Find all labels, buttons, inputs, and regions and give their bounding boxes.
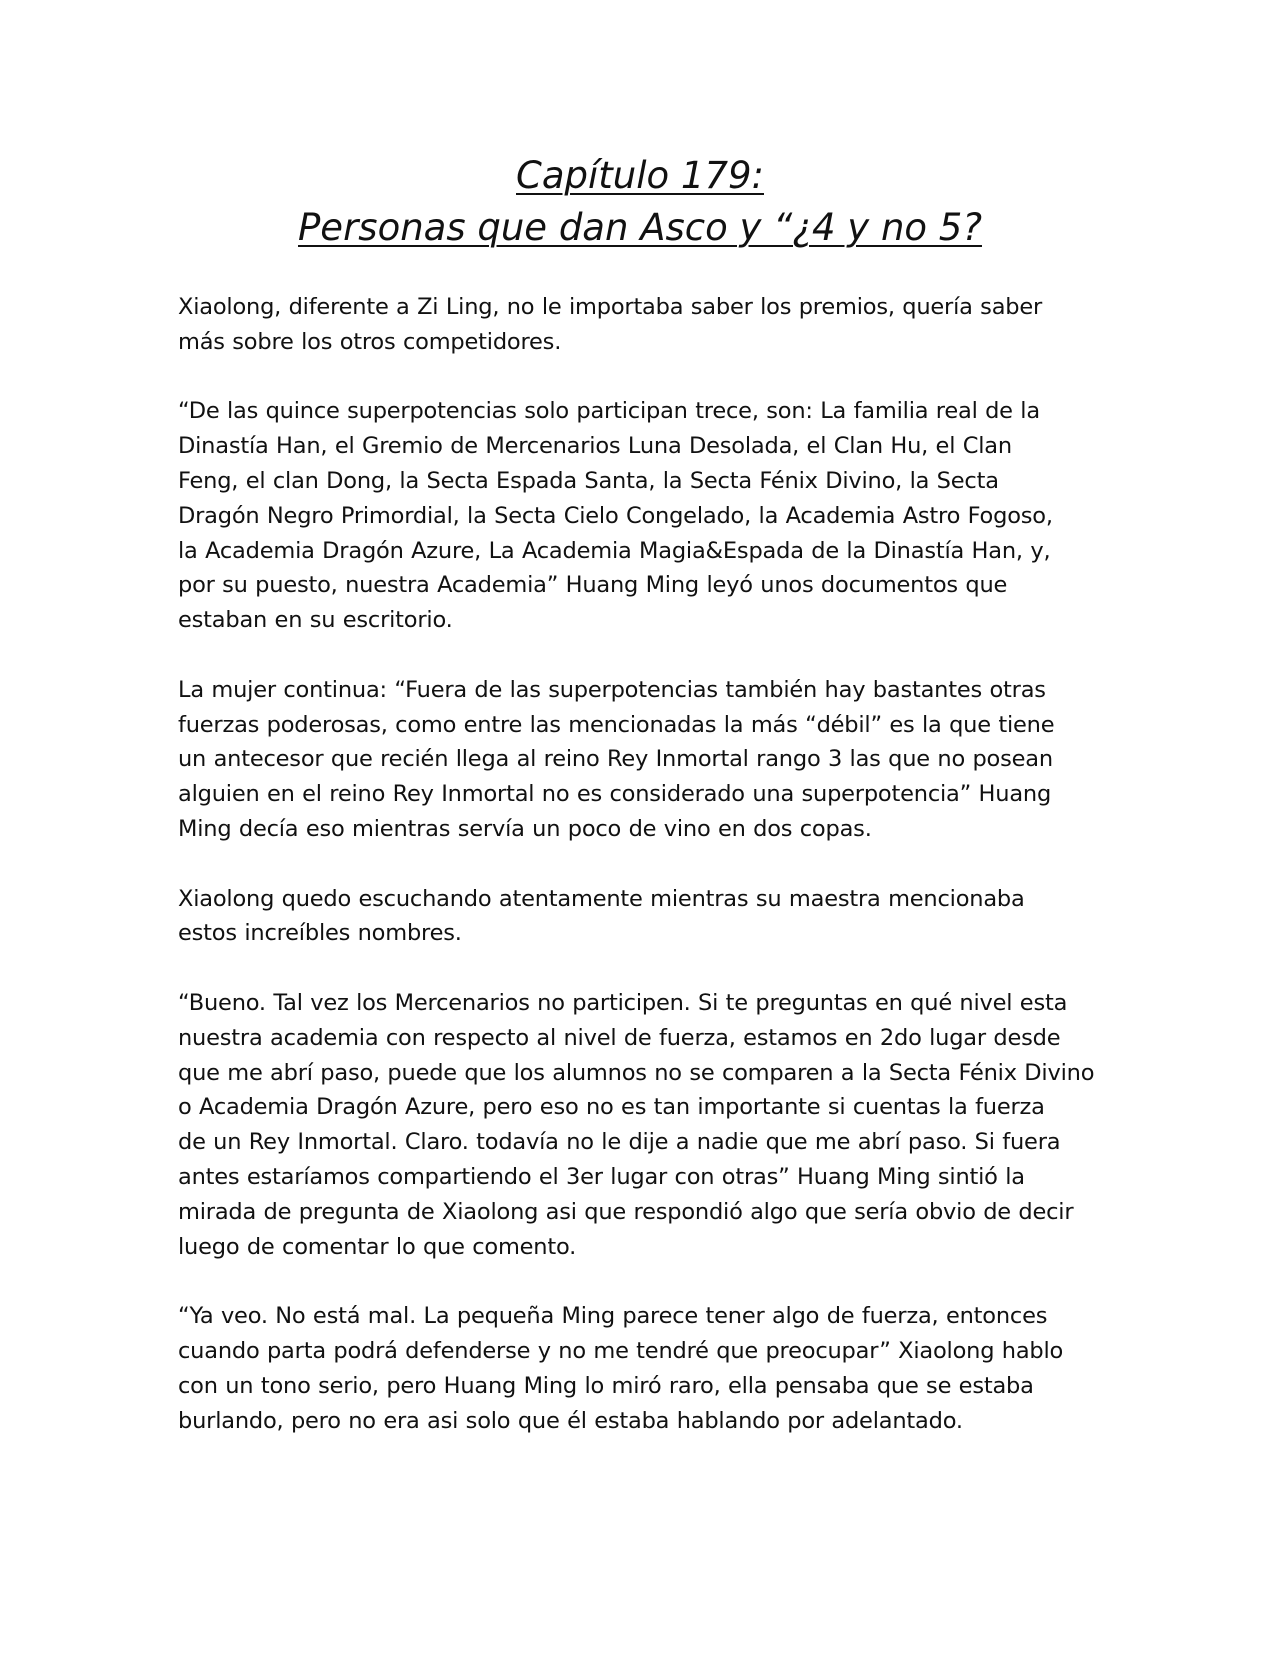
text-line: Ming decía eso mientras servía un poco de vino en dos copas. [178, 815, 872, 842]
paragraph-3 [178, 673, 1118, 847]
text-line: luego de comentar lo que comento. [178, 1233, 577, 1260]
text-line: La mujer continua: “Fuera de las superpotencias también hay bastantes otras [178, 676, 1046, 703]
text-line: estos increíbles nombres. [178, 920, 462, 947]
text-line: alguien en el reino Rey Inmortal no es considerado una superpotencia” Huang [178, 781, 1052, 808]
paragraph-4 [178, 882, 1118, 952]
chapter-subtitle-heading: Personas que dan Asco y “¿4 y no 5? [298, 206, 982, 249]
paragraph-6 [178, 1299, 1118, 1438]
text-line: un antecesor que recién llega al reino Rey Inmortal rango 3 las que no posean [178, 746, 1053, 773]
chapter-number-heading: Capítulo 179: [516, 154, 764, 197]
text-line: por su puesto, nuestra Academia” Huang Ming leyó unos documentos que [178, 572, 1008, 599]
text-line: Xiaolong, diferente a Zi Ling, no le importaba saber los premios, quería saber [178, 294, 1043, 320]
text-line: con un tono serio, pero Huang Ming lo miró raro, ella pensaba que se estaba [178, 1372, 1034, 1399]
chapter-body [178, 290, 1118, 1473]
paragraph-2 [178, 394, 1118, 638]
text-line: Xiaolong quedo escuchando atentamente mientras su maestra mencionaba [178, 885, 1025, 912]
text-line: “Bueno. Tal vez los Mercenarios no participen. Si te preguntas en qué nivel esta [178, 989, 1068, 1016]
text-line: de un Rey Inmortal. Claro. todavía no le dije a nadie que me abrí paso. Si fuera [178, 1129, 1061, 1156]
text-line: estaban en su escritorio. [178, 607, 453, 634]
text-line: que me abrí paso, puede que los alumnos no se comparen a la Secta Fénix Divino [178, 1059, 1095, 1086]
text-line: o Academia Dragón Azure, pero eso no es tan importante si cuentas la fuerza [178, 1094, 1045, 1121]
text-line: burlando, pero no era asi solo que él estaba hablando por adelantado. [178, 1407, 963, 1434]
text-line: antes estaríamos compartiendo el 3er lugar con otras” Huang Ming sintió la [178, 1163, 1025, 1190]
text-line: “De las quince superpotencias solo participan trece, son: La familia real de la [178, 398, 1040, 425]
text-line: mirada de pregunta de Xiaolong asi que respondió algo que sería obvio de decir [178, 1198, 1074, 1225]
text-line: “Ya veo. No está mal. La pequeña Ming parece tener algo de fuerza, entonces [178, 1303, 1048, 1330]
paragraph-1 [178, 290, 1118, 360]
text-line: fuerzas poderosas, como entre las mencionadas la más “débil” es la que tiene [178, 711, 1055, 738]
chapter-title [0, 150, 1280, 254]
text-line: cuando parta podrá defenderse y no me tendré que preocupar” Xiaolong hablo [178, 1337, 1064, 1364]
text-line: más sobre los otros competidores. [178, 328, 562, 355]
paragraph-5 [178, 986, 1118, 1264]
text-line: Feng, el clan Dong, la Secta Espada Santa, la Secta Fénix Divino, la Secta [178, 467, 999, 494]
text-line: Dragón Negro Primordial, la Secta Cielo Congelado, la Academia Astro Fogoso, [178, 502, 1053, 529]
text-line: nuestra academia con respecto al nivel de fuerza, estamos en 2do lugar desde [178, 1024, 1061, 1051]
text-line: Dinastía Han, el Gremio de Mercenarios Luna Desolada, el Clan Hu, el Clan [178, 433, 1012, 460]
text-line: la Academia Dragón Azure, La Academia Magia&Espada de la Dinastía Han, y, [178, 537, 1051, 564]
